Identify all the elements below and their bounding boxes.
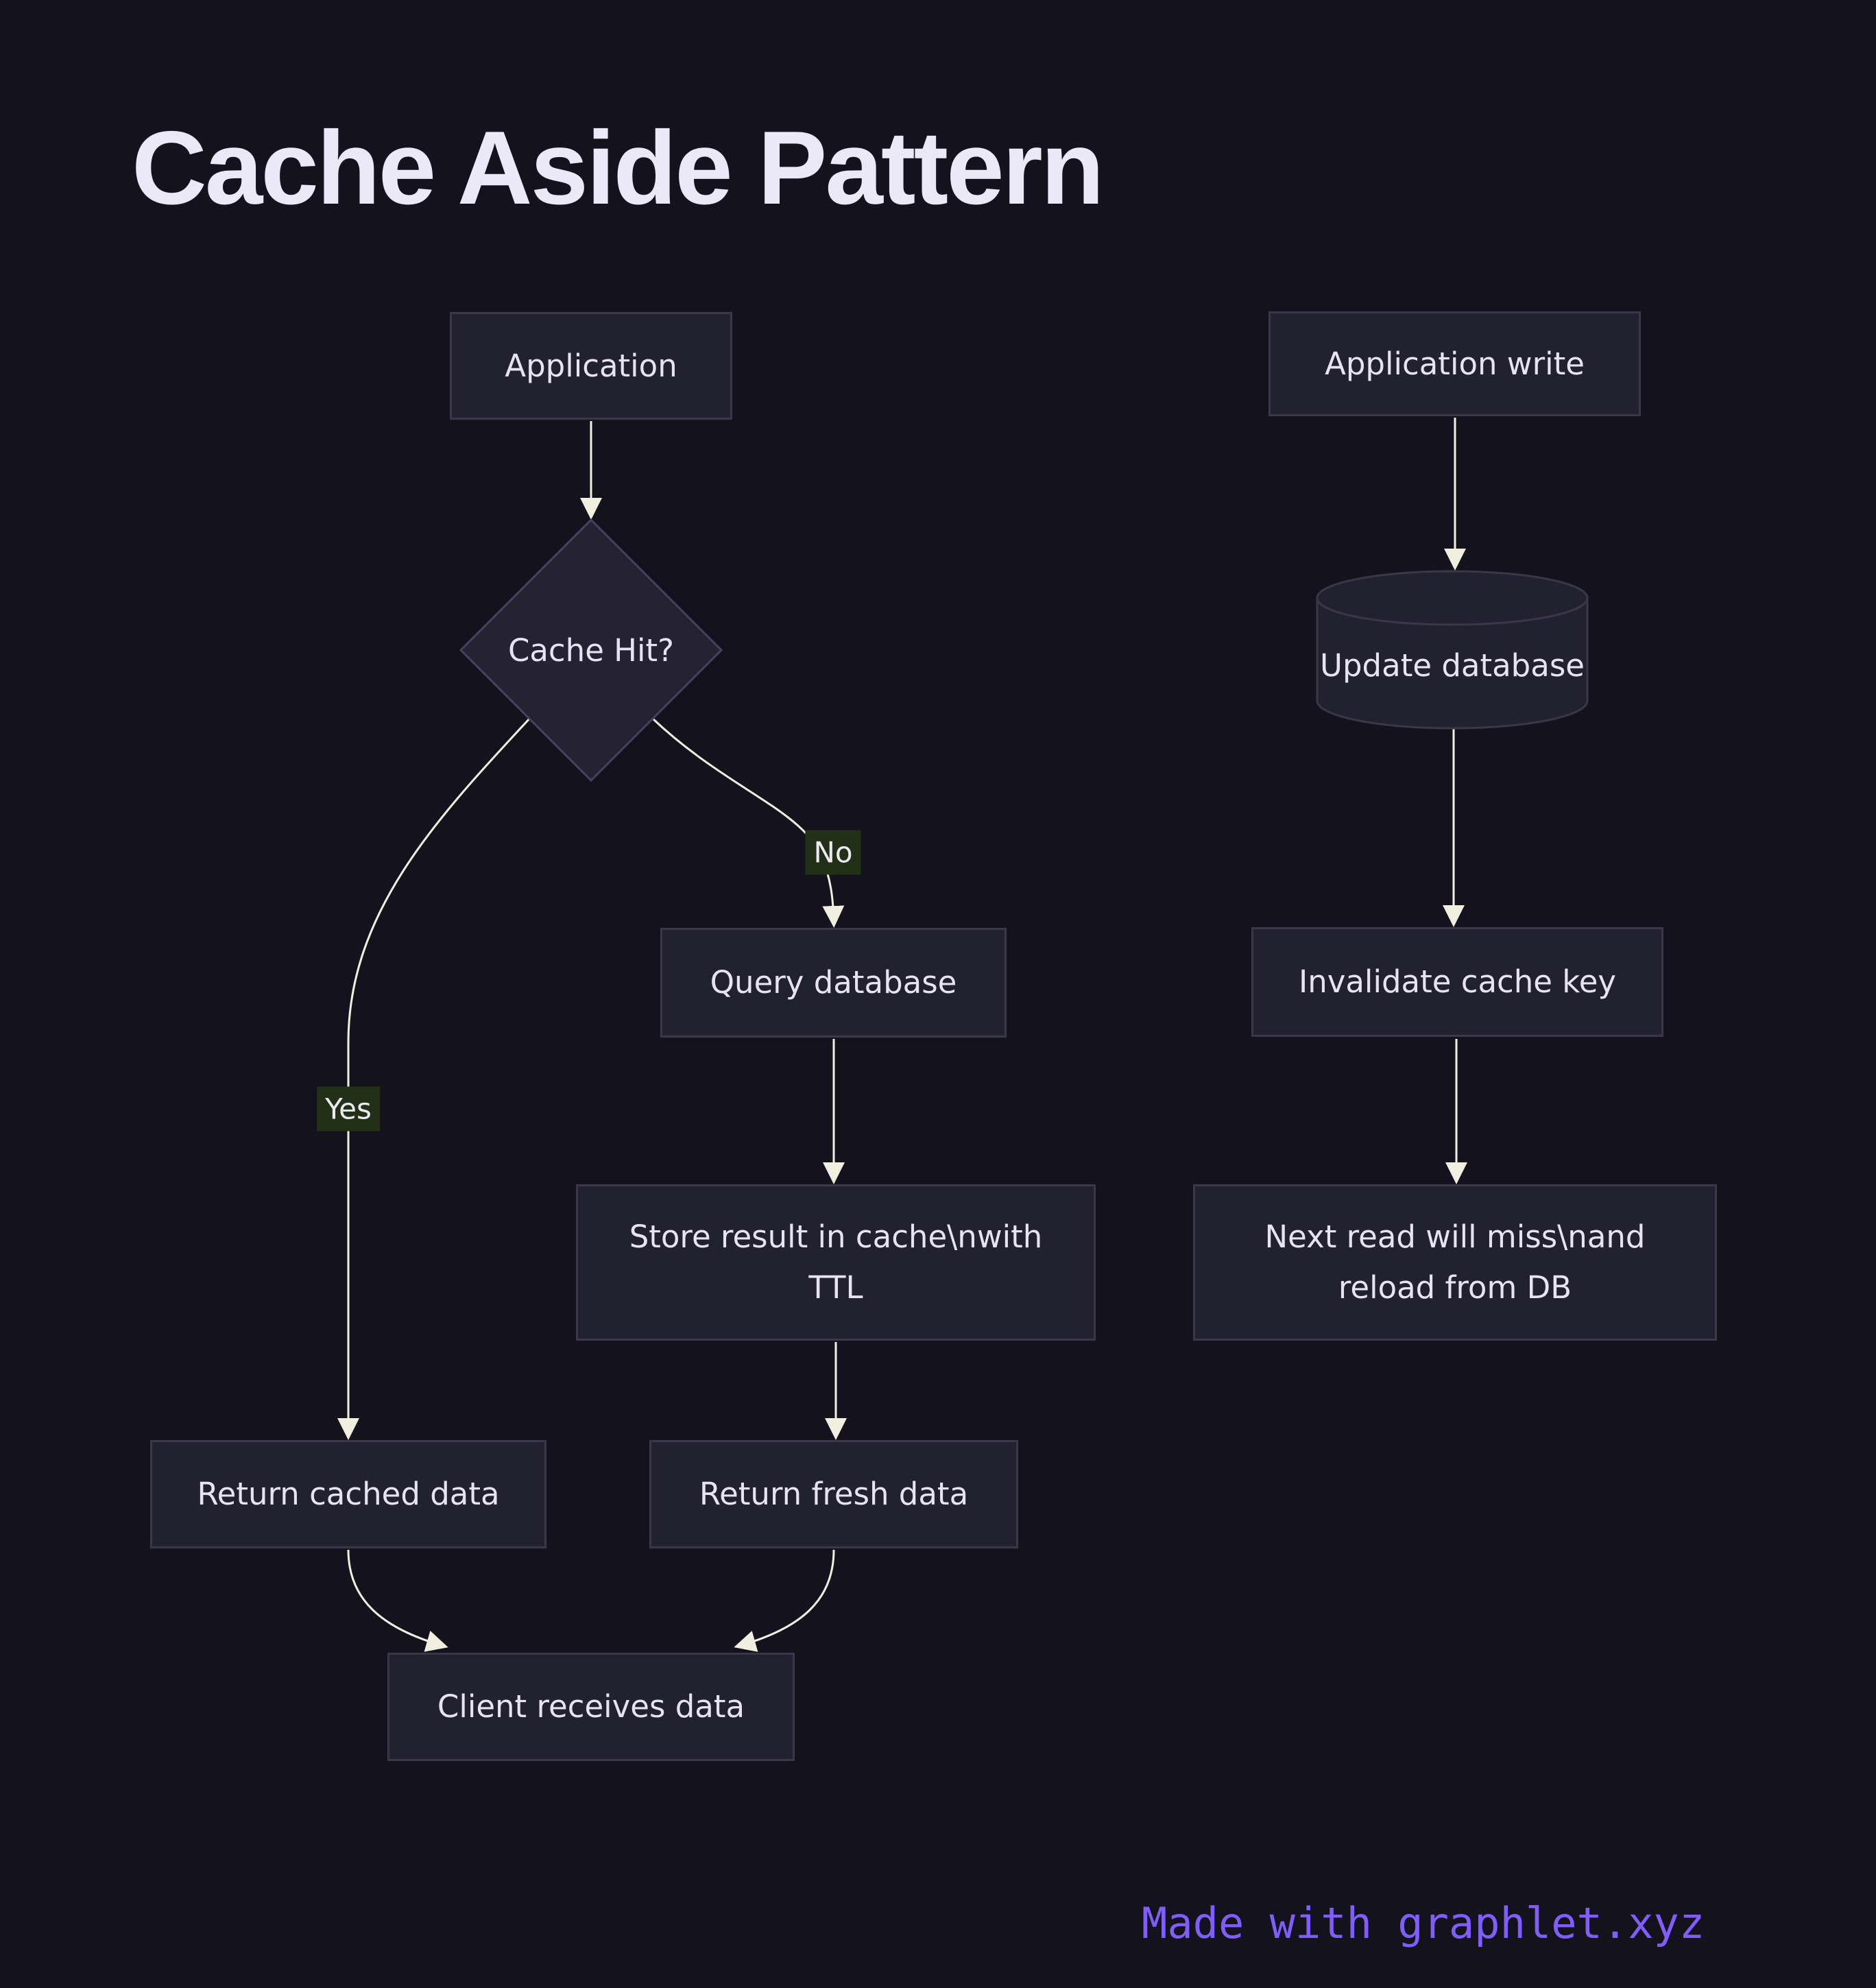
node-return-fresh-label: Return fresh data [699, 1476, 969, 1513]
node-return-fresh [649, 1440, 1018, 1548]
node-query-database-label: Query database [710, 964, 957, 1001]
node-application [450, 312, 732, 420]
edge-label-yes: Yes [317, 1087, 380, 1131]
node-return-cached-label: Return cached data [197, 1476, 500, 1513]
edge-return-cached-to-client [348, 1550, 443, 1646]
node-invalidate-cache [1251, 927, 1663, 1037]
node-return-cached [150, 1440, 546, 1548]
watermark-text: Made with graphlet.xyz [1142, 1898, 1705, 1948]
node-invalidate-cache-label: Invalidate cache key [1298, 963, 1617, 1001]
node-next-read-line1: Next read will miss\nand [1264, 1219, 1646, 1256]
node-cache-hit-label: Cache Hit? [507, 632, 675, 669]
node-next-read-line2: reload from DB [1338, 1269, 1572, 1306]
node-application-write [1268, 311, 1641, 416]
node-update-database-label: Update database [1320, 647, 1585, 684]
node-query-database [660, 928, 1007, 1038]
page-title: Cache Aside Pattern [132, 110, 1103, 226]
node-store-result-line2: TTL [808, 1269, 863, 1306]
node-application-write-label: Application write [1325, 345, 1585, 382]
edge-return-fresh-to-client [739, 1550, 834, 1646]
edge-cachehit-yes-to-return-cached [348, 717, 531, 1435]
node-client-receives [387, 1653, 795, 1761]
node-application-label: Application [505, 347, 677, 384]
node-client-receives-label: Client receives data [437, 1688, 745, 1725]
node-store-result-line1: Store result in cache\nwith [629, 1219, 1043, 1256]
edge-label-no: No [805, 830, 861, 875]
node-store-result [576, 1184, 1096, 1341]
node-next-read [1193, 1184, 1717, 1341]
